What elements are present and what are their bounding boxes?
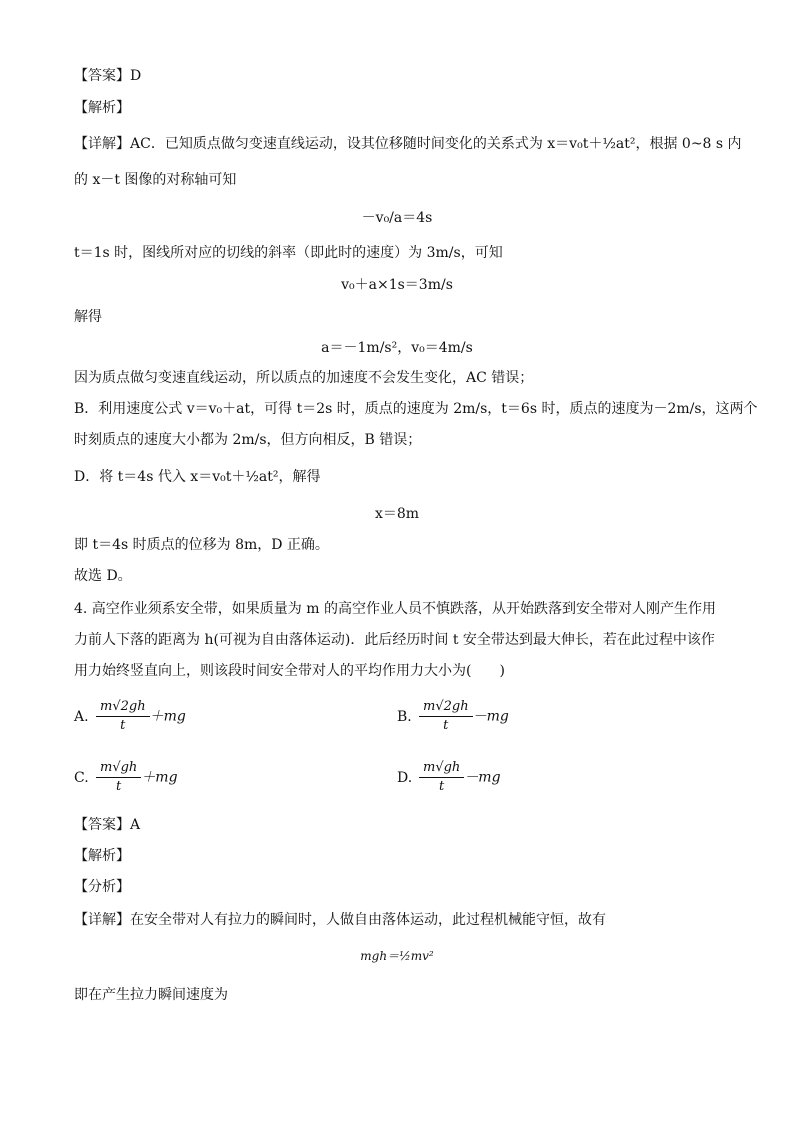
q3-line6: B．利用速度公式 v＝v₀＋at，可得 t＝2s 时，质点的速度为 2m/s，t＝6s 时，质点的速度为－2m/s，这两个 (74, 401, 758, 417)
answer-value: A (130, 817, 141, 833)
q4-detail-line1: 【详解】在安全带对人有拉力的瞬间时，人做自由落体运动，此过程机械能守恒，故有 (74, 912, 606, 928)
q4-stem-line2: 力前人下落的距离为 h(可视为自由落体运动)．此后经历时间 t 安全带达到最大伸长，若在此过程中该作 (74, 632, 715, 648)
q3-analysis-label: 【解析】 (74, 100, 130, 116)
q3-answer-row (74, 66, 141, 86)
q4-analysis-label: 【解析】 (74, 848, 130, 864)
q4-stem-line1: 4. 高空作业须系安全带，如果质量为 m 的高空作业人员不慎跌落，从开始跌落到安全带对人刚产生作用 (74, 601, 716, 617)
q4-fenxi-label: 【分析】 (74, 879, 130, 895)
q3-detail-line1: 【详解】AC．已知质点做匀变速直线运动，设其位移随时间变化的关系式为 x＝v₀t＋½at²，根据 0~8 s 内 (74, 136, 742, 152)
q4-stem-line3: 用力始终竖直向上，则该段时间安全带对人的平均作用力大小为( ) (74, 663, 505, 679)
q3-eq1: －v₀/a＝4s (361, 210, 433, 226)
q3-line3: t＝1s 时，图线所对应的切线的斜率（即此时的速度）为 3m/s，可知 (74, 245, 503, 261)
q3-line9: 即 t＝4s 时质点的位移为 8m，D 正确。 (74, 537, 329, 553)
q3-eq3: a＝－1m/s²，v₀＝4m/s (321, 340, 473, 356)
q3-eq2: v₀＋a×1s＝3m/s (341, 277, 453, 293)
q3-line8: D．将 t＝4s 代入 x＝v₀t＋½at²，解得 (74, 469, 321, 485)
answer-label: 【答案】 (74, 817, 130, 833)
q4-option-d: D. $\frac{m√gh}{t}$ －mg (397, 760, 501, 794)
q3-line10: 故选 D。 (74, 568, 132, 584)
q3-eq4: x＝8m (374, 506, 420, 522)
q4-detail-line2: 即在产生拉力瞬间速度为 (74, 987, 228, 1003)
answer-value: D (130, 68, 142, 84)
q3-line4: 解得 (74, 309, 102, 325)
q3-line5: 因为质点做匀变速直线运动，所以质点的加速度不会发生变化，AC 错误； (74, 370, 534, 386)
q4-eq5: mgh＝½mv² (360, 949, 434, 963)
q3-line7: 时刻质点的速度大小都为 2m/s，但方向相反，B 错误； (74, 432, 422, 448)
answer-label: 【答案】 (74, 68, 130, 84)
q4-option-a: A. $\frac{m√2gh}{t}$ ＋mg (74, 699, 186, 733)
q3-line2: 的 x－t 图像的对称轴可知 (74, 172, 237, 188)
q4-option-b: B. $\frac{m√2gh}{t}$ －mg (397, 699, 509, 733)
q4-answer-row (74, 815, 140, 835)
q4-option-c: C. $\frac{m√gh}{t}$ ＋mg (74, 760, 178, 794)
